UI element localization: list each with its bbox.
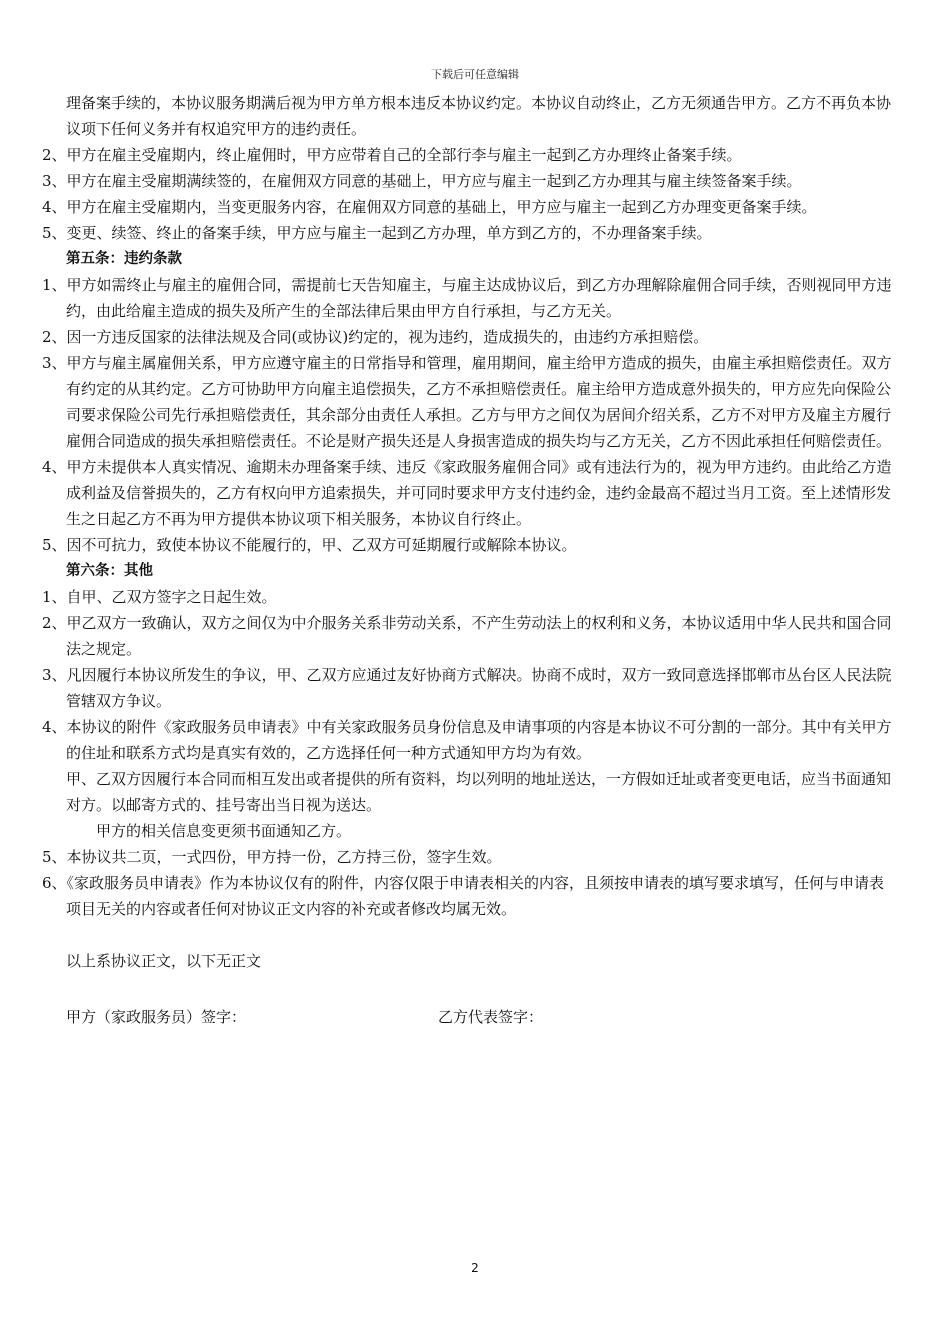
clause-item: 5、因不可抗力，致使本协议不能履行的，甲、乙双方可延期履行或解除本协议。 — [42, 536, 577, 554]
clause-item: 2、甲方在雇主受雇期内，终止雇佣时，甲方应带着自己的全部行李与雇主一起到乙方办理终止备案手续。 — [42, 146, 742, 164]
section-heading-breach: 第五条：违约条款 — [66, 251, 182, 267]
clause-item: 5、变更、续签、终止的备案手续，甲方应与雇主一起到乙方办理，单方到乙方的，不办理备案手续。 — [42, 224, 712, 242]
paragraph: 理备案手续的，本协议服务期满后视为甲方单方根本违反本协议约定。本协议自动终止，乙方无须通告甲方。乙方不再负本协议项下任何义务并有权追究甲方的违约责任。 — [66, 94, 892, 138]
clause-item: 1、甲方如需终止与雇主的雇佣合同，需提前七天告知雇主，与雇主达成协议后，到乙方办理解除雇佣合同手续，否则视同甲方违约，由此给雇主造成的损失及所产生的全部法律后果由甲方自行承担，与乙方无关。 — [42, 276, 892, 320]
end-of-text-note: 以上系协议正文，以下无正文 — [66, 952, 262, 970]
page-header: 下载后可任意编辑 — [431, 68, 519, 81]
clause-item: 3、凡因履行本协议所发生的争议，甲、乙双方应通过友好协商方式解决。协商不成时，双方一致同意选择邯郸市丛台区人民法院管辖双方争议。 — [42, 666, 892, 710]
party-b-signature-label: 乙方代表签字： — [438, 1008, 544, 1026]
clause-item: 3、甲方在雇主受雇期满续签的，在雇佣双方同意的基础上，甲方应与雇主一起到乙方办理其与雇主续签备案手续。 — [42, 172, 802, 190]
clause-item: 1、自甲、乙双方签字之日起生效。 — [42, 588, 277, 606]
clause-item: 2、甲乙双方一致确认，双方之间仅为中介服务关系非劳动关系，不产生劳动法上的权利和义务，本协议适用中华人民共和国合同法之规定。 — [42, 614, 892, 658]
clause-item: 4、本协议的附件《家政服务员申请表》中有关家政服务员身份信息及申请事项的内容是本协议不可分割的一部分。其中有关甲方的住址和联系方式均是真实有效的，乙方选择任何一种方式通知甲方均为有效。 — [42, 718, 892, 762]
clause-item: 6、《家政服务员申请表》作为本协议仅有的附件，内容仅限于申请表相关的内容，且须按申请表的填写要求填写，任何与申请表项目无关的内容或者任何对协议正文内容的补充或者修改均属无效。 — [42, 874, 885, 918]
clause-item: 5、本协议共二页，一式四份，甲方持一份，乙方持三份，签字生效。 — [42, 848, 502, 866]
party-a-signature-label: 甲方（家政服务员）签字： — [66, 1008, 247, 1026]
paragraph: 甲方的相关信息变更须书面通知乙方。 — [96, 822, 352, 840]
section-heading-other: 第六条：其他 — [66, 563, 153, 579]
clause-item: 4、甲方未提供本人真实情况、逾期未办理备案手续、违反《家政服务雇佣合同》或有违法行为的，视为甲方违约。由此给乙方造成利益及信誉损失的，乙方有权向甲方追索损失，并可同时要求甲方支付违约金，违约金最高不超过当月工资。至上述情形发生之日起乙方不再为甲方提供本协议项下相关服务，本协议自行终止。 — [42, 458, 892, 528]
page-number: 2 — [471, 1261, 479, 1275]
paragraph: 甲、乙双方因履行本合同而相互发出或者提供的所有资料，均以列明的地址送达，一方假如迁址或者变更电话，应当书面通知对方。以邮寄方式的、挂号寄出当日视为送达。 — [66, 770, 892, 814]
signature-row — [66, 1004, 896, 1030]
document-body — [42, 90, 896, 1030]
clause-item: 2、因一方违反国家的法律法规及合同(或协议)约定的，视为违约，造成损失的，由违约方承担赔偿。 — [42, 328, 709, 346]
clause-item: 4、甲方在雇主受雇期内，当变更服务内容，在雇佣双方同意的基础上，甲方应与雇主一起到乙方办理变更备案手续。 — [42, 198, 817, 216]
clause-item: 3、甲方与雇主属雇佣关系，甲方应遵守雇主的日常指导和管理，雇用期间，雇主给甲方造成的损失，由雇主承担赔偿责任。双方有约定的从其约定。乙方可协助甲方向雇主追偿损失，乙方不承担赔偿责任。雇主给甲方造成意外损失的，甲方应先向保险公司要求保险公司先行承担赔偿责任，其余部分由责任人承担。乙方与甲方之间仅为居间介绍关系，乙方不对甲方及雇主方履行雇佣合同造成的损失承担赔偿责任。不论是财产损失还是人身损害造成的损失均与乙方无关，乙方不因此承担任何赔偿责任。 — [42, 354, 892, 450]
